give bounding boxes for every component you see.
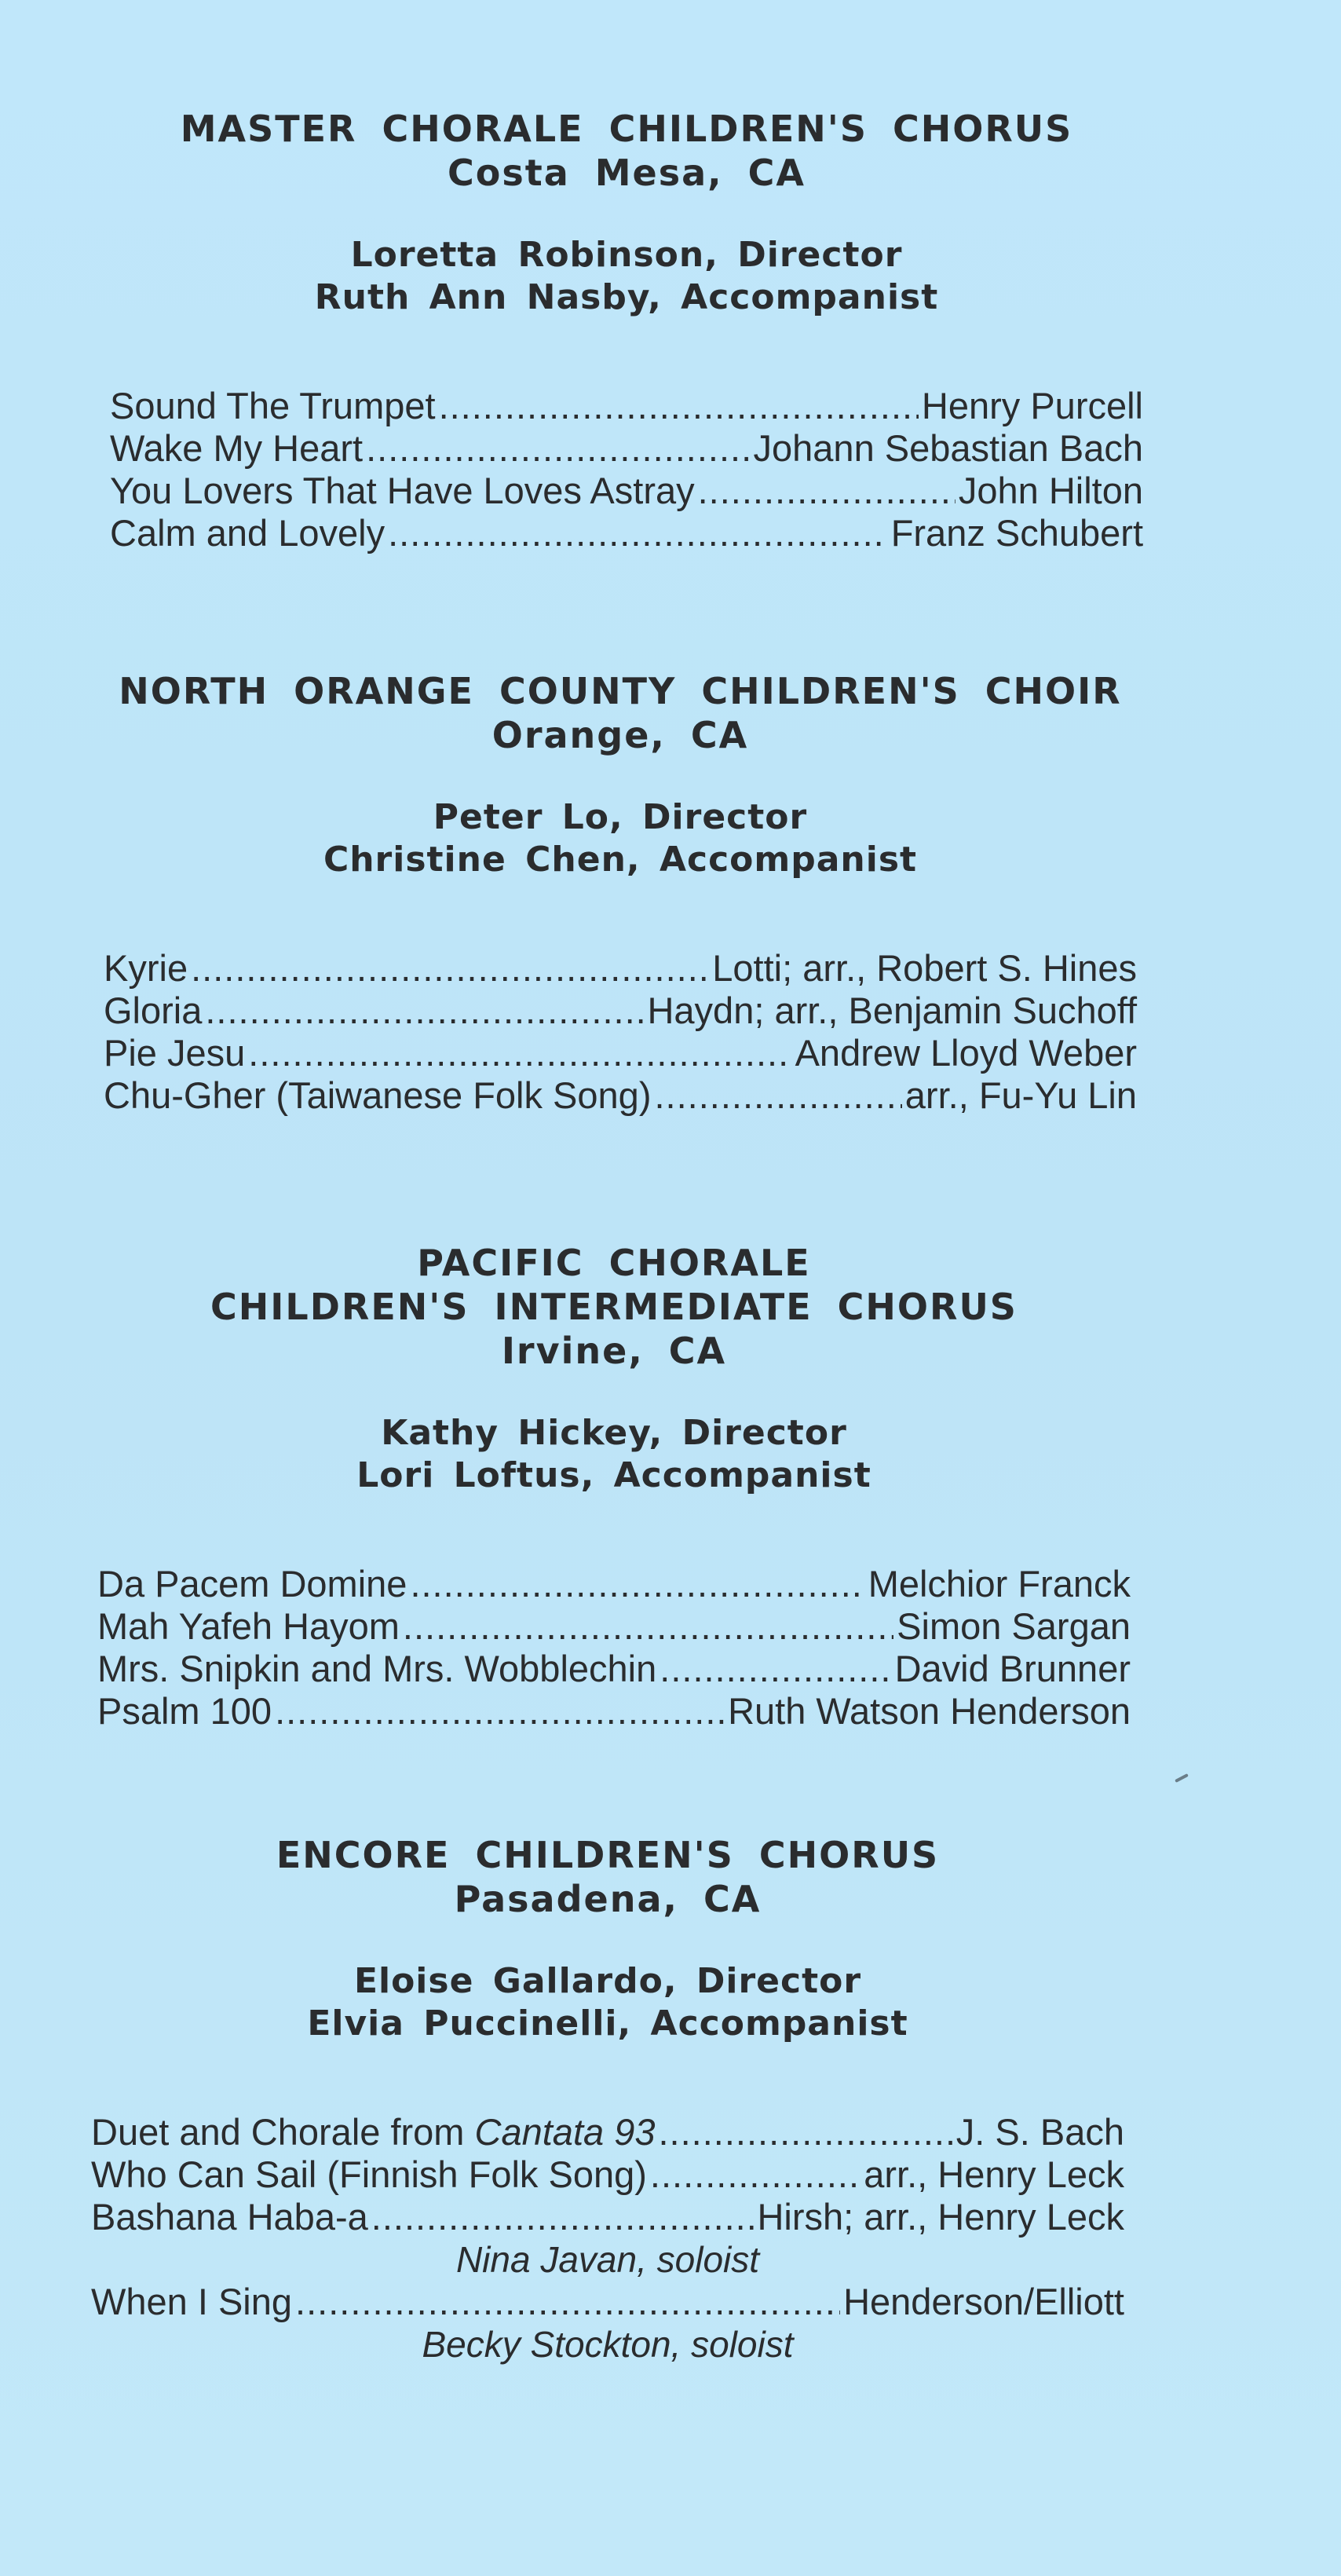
program-item: [97, 1648, 1131, 1690]
piece-composer: Henderson/Elliott: [843, 2281, 1124, 2322]
piece-composer: Franz Schubert: [890, 512, 1143, 554]
program-item: [97, 1563, 1131, 1605]
piece-title: Who Can Sail (Finnish Folk Song): [91, 2153, 647, 2195]
piece-title-text: Duet and Chorale from: [91, 2111, 475, 2153]
section-pacific-chorale: [97, 1241, 1131, 1733]
leader-dots: [650, 2153, 861, 2196]
credits: [104, 796, 1137, 881]
piece-title: Chu-Gher (Taiwanese Folk Song): [104, 1074, 652, 1116]
piece-title: Sound The Trumpet: [110, 385, 436, 426]
piece-title: [91, 2111, 655, 2153]
soloist-credit: Nina Javan, soloist: [455, 2239, 760, 2280]
piece-composer: Melchior Franck: [868, 1563, 1131, 1605]
program-item: [91, 2153, 1124, 2196]
leader-dots: [205, 990, 644, 1032]
section-heading: MASTER CHORALE CHILDREN'S CHORUS: [180, 108, 1073, 150]
piece-title: Wake My Heart: [110, 427, 364, 469]
piece-title: You Lovers That Have Loves Astray: [110, 470, 695, 511]
program-list: [91, 2111, 1124, 2366]
program-item: [97, 1605, 1131, 1648]
piece-title: Bashana Haba-a: [91, 2196, 368, 2238]
section-heading: ENCORE CHILDREN'S CHORUS: [276, 1834, 940, 1876]
section-heading: NORTH ORANGE COUNTY CHILDREN'S CHOIR: [119, 670, 1122, 712]
piece-composer: Hirsh; arr., Henry Leck: [757, 2196, 1124, 2238]
program-list: [110, 385, 1143, 554]
section-heading-line-2: CHILDREN'S INTERMEDIATE CHORUS: [210, 1286, 1018, 1328]
program-item: [104, 947, 1137, 990]
leader-dots: [698, 470, 956, 512]
program-item: [110, 470, 1143, 512]
section-location: Irvine, CA: [501, 1330, 727, 1372]
piece-composer: David Brunner: [894, 1648, 1131, 1689]
piece-title: Mrs. Snipkin and Mrs. Wobblechin: [97, 1648, 657, 1689]
leader-dots: [366, 427, 750, 470]
program-list: [104, 947, 1137, 1117]
section-encore-chorus: [91, 1833, 1124, 2366]
leader-dots: [191, 947, 709, 990]
credits: [97, 1412, 1131, 1497]
leader-dots: [388, 512, 888, 554]
piece-composer: Lotti; arr., Robert S. Hines: [712, 947, 1137, 989]
piece-title-italic: Cantata 93: [474, 2111, 656, 2153]
piece-composer: arr., Fu-Yu Lin: [904, 1074, 1137, 1116]
pencil-mark: [1175, 1773, 1189, 1783]
program-item: [110, 427, 1143, 470]
section-location: Orange, CA: [491, 714, 749, 756]
piece-title: Mah Yafeh Hayom: [97, 1605, 400, 1647]
leader-dots: [410, 1563, 864, 1605]
program-item: [110, 385, 1143, 427]
leader-dots: [658, 2111, 952, 2153]
director: Kathy Hickey, Director: [381, 1413, 847, 1453]
credits: [110, 234, 1143, 319]
piece-title: Calm and Lovely: [110, 512, 385, 554]
piece-title: Gloria: [104, 990, 203, 1031]
program-item: [91, 2196, 1124, 2238]
piece-composer: Andrew Lloyd Weber: [795, 1032, 1137, 1074]
leader-dots: [295, 2281, 840, 2323]
piece-title: When I Sing: [91, 2281, 293, 2322]
piece-title: Kyrie: [104, 947, 188, 989]
program-list: [97, 1563, 1131, 1733]
program-item: [104, 1032, 1137, 1074]
piece-composer: Ruth Watson Henderson: [728, 1690, 1131, 1732]
piece-composer: Johann Sebastian Bach: [753, 427, 1143, 469]
program-item: [104, 1074, 1137, 1117]
leader-dots: [403, 1605, 893, 1648]
leader-dots: [371, 2196, 755, 2238]
accompanist: Ruth Ann Nasby, Accompanist: [314, 277, 939, 317]
section-heading: PACIFIC CHORALE: [417, 1242, 811, 1284]
section-location: Pasadena, CA: [454, 1878, 762, 1920]
accompanist: Elvia Puccinelli, Accompanist: [307, 2003, 908, 2044]
piece-composer: J. S. Bach: [956, 2111, 1124, 2153]
director: Loretta Robinson, Director: [350, 235, 903, 275]
piece-composer: Simon Sargan: [897, 1605, 1131, 1647]
piece-composer: Haydn; arr., Benjamin Suchoff: [647, 990, 1137, 1031]
accompanist: Christine Chen, Accompanist: [323, 840, 918, 880]
program-item: [104, 990, 1137, 1032]
section-location: Costa Mesa, CA: [447, 152, 806, 194]
piece-title: Pie Jesu: [104, 1032, 246, 1074]
leader-dots: [660, 1648, 891, 1690]
program-item: [97, 1690, 1131, 1733]
piece-composer: Henry Purcell: [921, 385, 1143, 426]
leader-dots: [248, 1032, 791, 1074]
director: Eloise Gallardo, Director: [353, 1961, 862, 2001]
piece-title: Psalm 100: [97, 1690, 272, 1732]
section-master-chorale: [110, 107, 1143, 554]
leader-dots: [439, 385, 919, 427]
leader-dots: [654, 1074, 901, 1117]
piece-composer: arr., Henry Leck: [864, 2153, 1124, 2195]
leader-dots: [275, 1690, 725, 1733]
piece-title: Da Pacem Domine: [97, 1563, 407, 1605]
program-item: [110, 512, 1143, 554]
program-item: [91, 2111, 1124, 2153]
piece-composer: John Hilton: [958, 470, 1143, 511]
credits: [91, 1960, 1124, 2045]
director: Peter Lo, Director: [433, 797, 808, 837]
soloist-credit: Becky Stockton, soloist: [422, 2324, 794, 2365]
accompanist: Lori Loftus, Accompanist: [356, 1455, 871, 1495]
section-north-orange-county: [104, 669, 1137, 1117]
program-item: [91, 2281, 1124, 2323]
